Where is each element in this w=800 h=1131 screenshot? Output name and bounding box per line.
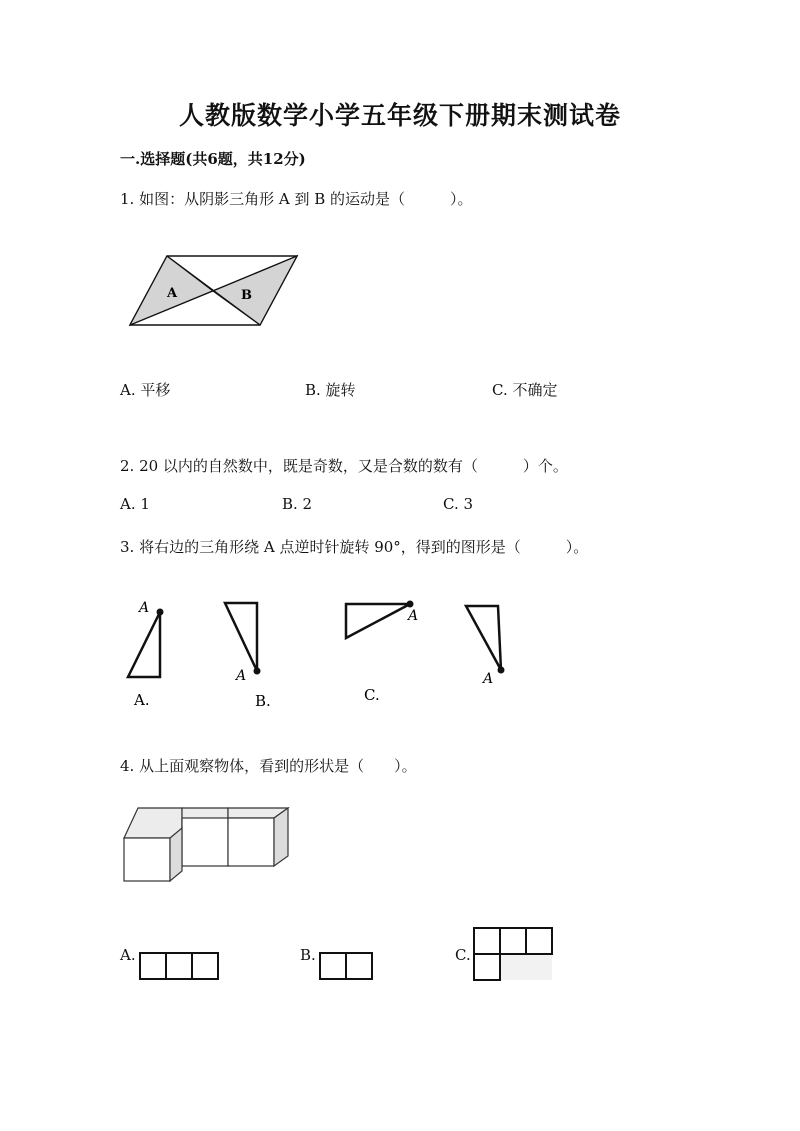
q3-option-c: C. <box>364 686 380 704</box>
triangle-b <box>213 256 297 325</box>
label-b: B <box>241 288 252 303</box>
question-1-figure <box>120 248 310 334</box>
q3-triangle-c <box>346 604 410 638</box>
question-3-figures <box>120 592 520 712</box>
q3-triangle-b <box>225 603 257 671</box>
q2-option-b: B. 2 <box>282 495 313 513</box>
q3-point-a1 <box>157 609 164 616</box>
q4c-top-row <box>474 928 552 954</box>
q3-point-original <box>498 667 505 674</box>
q3-point-b <box>254 668 261 675</box>
q1-option-b: B. 旋转 <box>305 381 356 399</box>
q4-option-c-figure <box>472 926 554 982</box>
q3-point-label-1: A <box>139 600 150 616</box>
cube-back-middle <box>182 818 228 866</box>
q3-option-a: A. <box>134 691 150 709</box>
cube-front-side <box>170 828 182 881</box>
cube-back-right <box>228 818 274 866</box>
section-heading: 一.选择题(共6题，共12分) <box>120 150 306 168</box>
q4-option-b: B. <box>300 946 316 964</box>
q3-original-triangle <box>466 606 501 670</box>
q4-option-a: A. <box>120 946 136 964</box>
q3-point-c <box>407 601 414 608</box>
q1-option-a: A. 平移 <box>120 381 171 399</box>
q3-point-label-4: A <box>483 671 494 687</box>
q3-point-label-2: A <box>236 668 247 684</box>
question-4-text: 4. 从上面观察物体，看到的形状是（ ）。 <box>120 757 417 775</box>
q2-option-c: C. 3 <box>443 495 474 513</box>
q4-option-b-figure <box>318 951 374 981</box>
q3-point-label-3: A <box>408 608 419 624</box>
question-2-text: 2. 20 以内的自然数中，既是奇数，又是合数的数有（ ）个。 <box>120 457 568 475</box>
q4a-outline <box>140 953 218 979</box>
q4-option-a-figure <box>138 951 220 981</box>
question-3-text: 3. 将右边的三角形绕 A 点逆时针旋转 90°，得到的图形是（ ）。 <box>120 538 589 556</box>
q4-option-c: C. <box>455 946 471 964</box>
question-1-text: 1. 如图：从阴影三角形 A 到 B 的运动是（ ）。 <box>120 190 473 208</box>
question-4-figure <box>120 806 290 884</box>
label-a: A <box>167 286 178 301</box>
q3-option-b: B. <box>255 692 271 710</box>
q2-option-a: A. 1 <box>120 495 150 513</box>
q4c-bottom-cell <box>474 954 500 980</box>
cube-front <box>124 838 170 881</box>
page-title: 人教版数学小学五年级下册期末测试卷 <box>178 101 621 130</box>
cube-side-right <box>274 808 288 866</box>
q3-triangle-a <box>128 612 160 677</box>
q1-option-c: C. 不确定 <box>492 381 558 399</box>
